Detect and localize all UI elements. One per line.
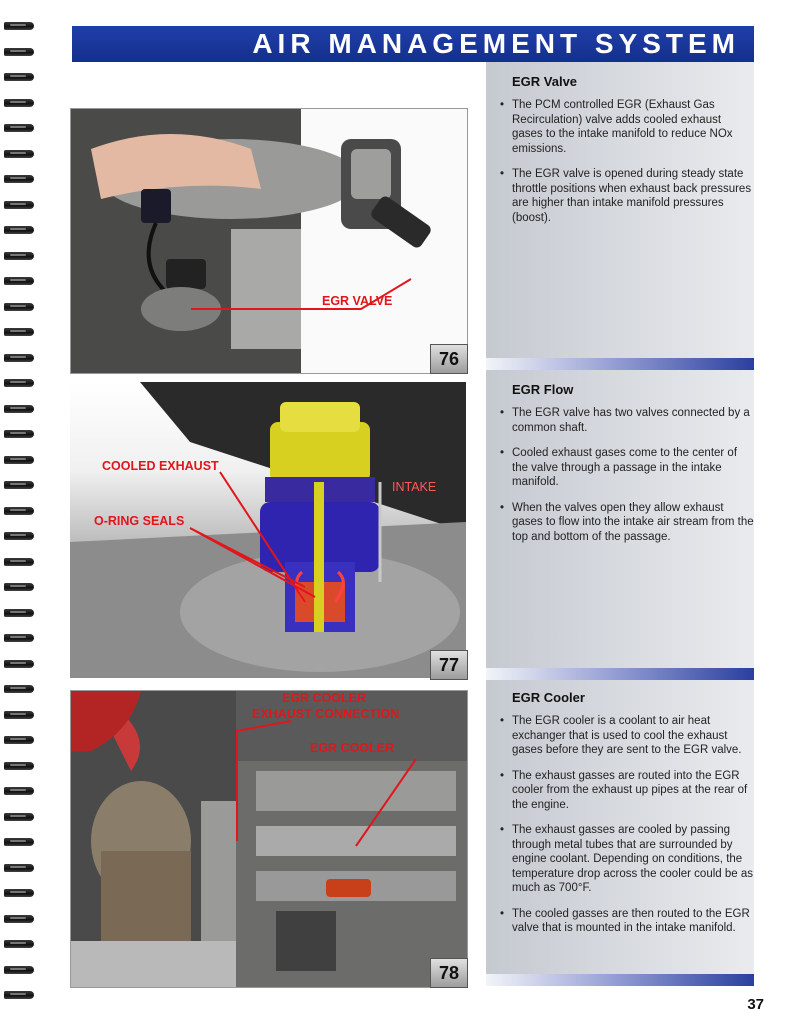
- divider-bar: [486, 358, 754, 370]
- spiral-coil: [4, 456, 34, 464]
- spiral-coil: [4, 150, 34, 158]
- spiral-binding: [0, 0, 40, 1027]
- spiral-coil: [4, 966, 34, 974]
- spiral-coil: [4, 73, 34, 81]
- spiral-coil: [4, 226, 34, 234]
- spiral-coil: [4, 991, 34, 999]
- figure-77-photo: [70, 382, 466, 678]
- spiral-coil: [4, 379, 34, 387]
- callout-intake: INTAKE: [392, 480, 437, 494]
- spiral-coil: [4, 252, 34, 260]
- spiral-coil: [4, 762, 34, 770]
- section-title-egr-flow: EGR Flow: [512, 382, 574, 397]
- figure-number-77: 77: [430, 650, 468, 680]
- figure-78-illustration: [71, 691, 467, 987]
- spiral-coil: [4, 889, 34, 897]
- section-title-egr-cooler: EGR Cooler: [512, 690, 585, 705]
- figure-number-78: 78: [430, 958, 468, 988]
- spiral-coil: [4, 99, 34, 107]
- bullet-list-egr-valve: [498, 98, 754, 236]
- spiral-coil: [4, 22, 34, 30]
- spiral-coil: [4, 940, 34, 948]
- bullet-list-egr-cooler: [498, 714, 754, 947]
- page-number: 37: [747, 996, 764, 1013]
- bullet-item: • The EGR cooler is a coolant to air heat exchanger that is used to cool the exhaust gases before they are sent to the EGR valve.: [498, 714, 754, 758]
- spiral-coil: [4, 864, 34, 872]
- callout-egr-cooler: EGR COOLER: [310, 741, 395, 755]
- bullet-item: • The EGR valve is opened during steady state throttle positions when exhaust back pressures are higher than intake manifold pressures (boost).: [498, 167, 754, 225]
- callout-cooled-exhaust: COOLED EXHAUST: [102, 459, 219, 473]
- bullet-item: • When the valves open they allow exhaust gases to flow into the intake air stream from the top and bottom of the passage.: [498, 501, 754, 545]
- bullet-item: • The exhaust gasses are cooled by passing through metal tubes that are surrounded by engine coolant. Depending on conditions, the temperature drop across the cooler could be as much as 700°F.: [498, 823, 754, 896]
- page-title: AIR MANAGEMENT SYSTEM: [252, 28, 740, 59]
- spiral-coil: [4, 736, 34, 744]
- spiral-coil: [4, 507, 34, 515]
- bullet-list-egr-flow: [498, 406, 754, 555]
- section-header-bar: [72, 26, 754, 62]
- bullet-item: • Cooled exhaust gases come to the center of the valve through a passage in the intake manifold.: [498, 446, 754, 490]
- spiral-coil: [4, 175, 34, 183]
- callout-egr-cooler-exhaust-connection-line2: EXHAUST CONNECTION: [252, 707, 400, 721]
- divider-bar: [486, 668, 754, 680]
- spiral-coil: [4, 405, 34, 413]
- bullet-item: • The cooled gasses are then routed to the EGR valve that is mounted in the intake manifold.: [498, 907, 754, 936]
- bullet-item: • The exhaust gasses are routed into the EGR cooler from the exhaust up pipes at the rear of the engine.: [498, 769, 754, 813]
- figure-76-illustration: [71, 109, 467, 373]
- spiral-coil: [4, 48, 34, 56]
- spiral-coil: [4, 915, 34, 923]
- spiral-coil: [4, 583, 34, 591]
- spiral-coil: [4, 609, 34, 617]
- spiral-coil: [4, 711, 34, 719]
- section-title-egr-valve: EGR Valve: [512, 74, 578, 89]
- callout-o-ring-seals: O-RING SEALS: [94, 514, 185, 528]
- spiral-coil: [4, 328, 34, 336]
- spiral-coil: [4, 558, 34, 566]
- spiral-coil: [4, 813, 34, 821]
- spiral-coil: [4, 354, 34, 362]
- divider-bar: [486, 974, 754, 986]
- spiral-coil: [4, 201, 34, 209]
- spiral-coil: [4, 634, 34, 642]
- spiral-coil: [4, 660, 34, 668]
- figure-77-illustration: [70, 382, 466, 678]
- spiral-coil: [4, 124, 34, 132]
- callout-egr-cooler-exhaust-connection-line1: EGR COOLER: [282, 691, 367, 705]
- figure-number-76: 76: [430, 344, 468, 374]
- spiral-coil: [4, 481, 34, 489]
- callout-egr-valve: EGR VALVE: [322, 294, 393, 308]
- spiral-coil: [4, 277, 34, 285]
- bullet-item: • The PCM controlled EGR (Exhaust Gas Recirculation) valve adds cooled exhaust gases to the intake manifold to reduce NOx emissions.: [498, 98, 754, 156]
- spiral-coil: [4, 532, 34, 540]
- spiral-coil: [4, 685, 34, 693]
- figure-78-photo: [70, 690, 468, 988]
- figure-76-photo: [70, 108, 468, 374]
- bullet-item: • The EGR valve has two valves connected by a common shaft.: [498, 406, 754, 435]
- spiral-coil: [4, 430, 34, 438]
- spiral-coil: [4, 303, 34, 311]
- spiral-coil: [4, 787, 34, 795]
- spiral-coil: [4, 838, 34, 846]
